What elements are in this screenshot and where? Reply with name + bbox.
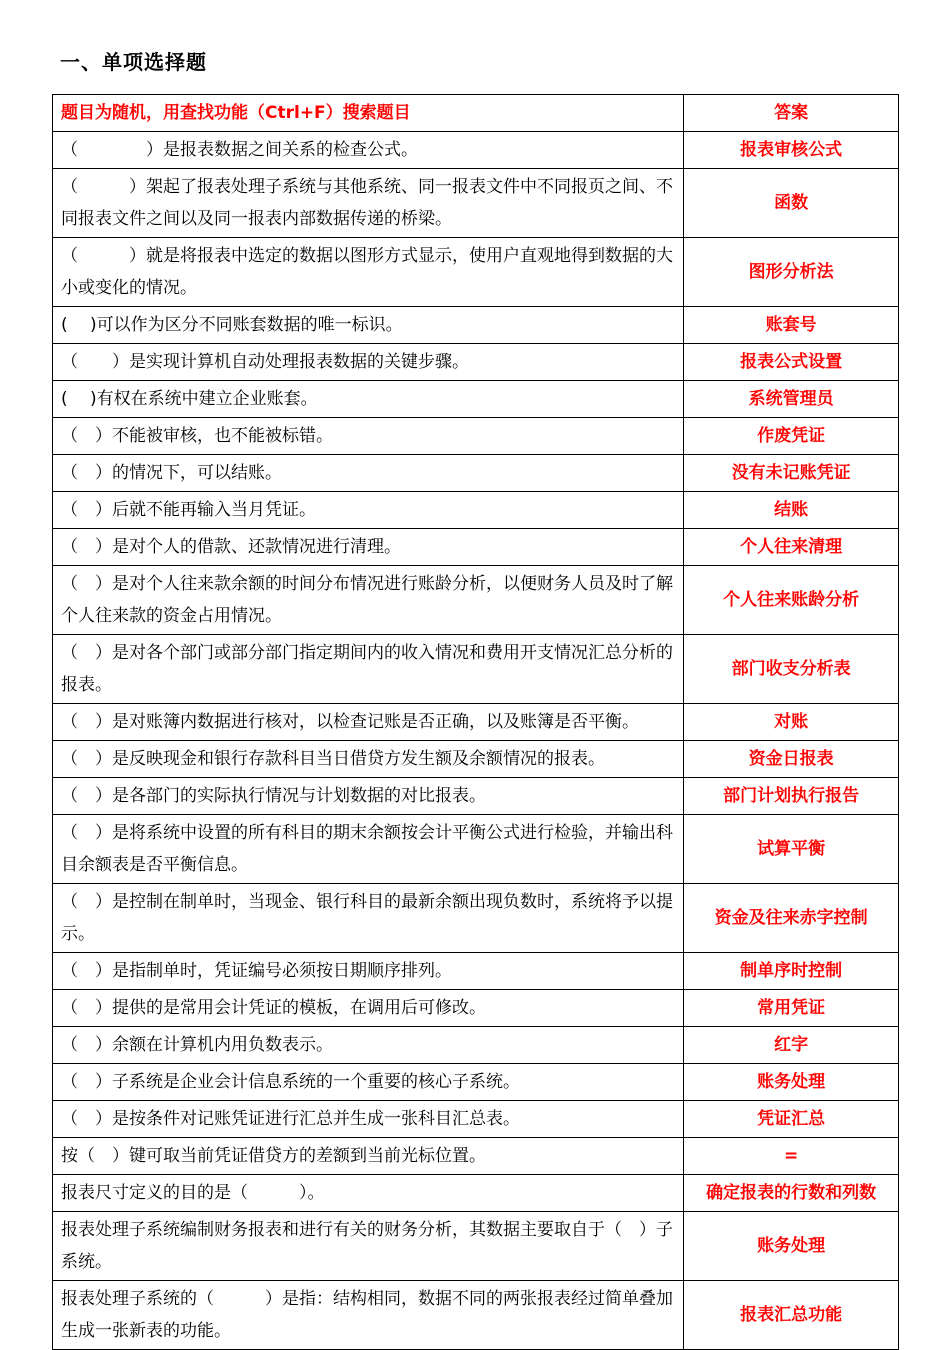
table-row — [53, 884, 899, 953]
answer-cell: 账务处理 — [684, 1064, 899, 1101]
question-cell: （ ）是各部门的实际执行情况与计划数据的对比报表。 — [53, 778, 684, 815]
question-cell: （ ）是对各个部门或部分部门指定期间内的收入情况和费用开支情况汇总分析的报表。 — [53, 635, 684, 704]
question-cell: （ ）是将系统中设置的所有科目的期末余额按会计平衡公式进行检验，并输出科目余额表是否平衡信息。 — [53, 815, 684, 884]
table-row — [53, 132, 899, 169]
question-cell: ( )可以作为区分不同账套数据的唯一标识。 — [53, 307, 684, 344]
answer-cell: 个人往来账龄分析 — [684, 566, 899, 635]
answer-cell: 试算平衡 — [684, 815, 899, 884]
section-title: 一、单项选择题 — [60, 50, 207, 74]
answer-cell: 资金及往来赤字控制 — [684, 884, 899, 953]
table-row — [53, 990, 899, 1027]
answer-cell: 账套号 — [684, 307, 899, 344]
table-row — [53, 307, 899, 344]
table-row — [53, 169, 899, 238]
answer-cell: = — [684, 1138, 899, 1175]
table-row — [53, 492, 899, 529]
question-cell: （ ）余额在计算机内用负数表示。 — [53, 1027, 684, 1064]
answer-cell: 对账 — [684, 704, 899, 741]
question-cell: （ ）后就不能再输入当月凭证。 — [53, 492, 684, 529]
question-cell: （ ）不能被审核，也不能被标错。 — [53, 418, 684, 455]
question-answer-table — [52, 94, 899, 1350]
table-body — [53, 95, 899, 1350]
table-header-row — [53, 95, 899, 132]
answer-cell: 常用凭证 — [684, 990, 899, 1027]
header-question-cell: 题目为随机，用查找功能（Ctrl+F）搜索题目 — [53, 95, 684, 132]
answer-cell: 制单序时控制 — [684, 953, 899, 990]
table-row — [53, 418, 899, 455]
answer-cell: 报表公式设置 — [684, 344, 899, 381]
table-row — [53, 344, 899, 381]
table-row — [53, 1175, 899, 1212]
header-answer-cell: 答案 — [684, 95, 899, 132]
question-cell: （ ）是报表数据之间关系的检查公式。 — [53, 132, 684, 169]
table-row — [53, 566, 899, 635]
table-row — [53, 741, 899, 778]
question-cell: （ ）就是将报表中选定的数据以图形方式显示，使用户直观地得到数据的大小或变化的情况。 — [53, 238, 684, 307]
answer-cell: 作废凭证 — [684, 418, 899, 455]
question-cell: （ ）是实现计算机自动处理报表数据的关键步骤。 — [53, 344, 684, 381]
answer-cell: 函数 — [684, 169, 899, 238]
question-cell: （ ）的情况下，可以结账。 — [53, 455, 684, 492]
answer-cell: 账务处理 — [684, 1212, 899, 1281]
answer-cell: 资金日报表 — [684, 741, 899, 778]
table-row — [53, 778, 899, 815]
answer-cell: 图形分析法 — [684, 238, 899, 307]
table-row — [53, 815, 899, 884]
table-row — [53, 1281, 899, 1350]
answer-cell: 部门收支分析表 — [684, 635, 899, 704]
question-cell: ( )有权在系统中建立企业账套。 — [53, 381, 684, 418]
table-row — [53, 1212, 899, 1281]
table-row — [53, 1101, 899, 1138]
answer-cell: 结账 — [684, 492, 899, 529]
answer-cell: 报表汇总功能 — [684, 1281, 899, 1350]
question-cell: （ ）架起了报表处理子系统与其他系统、同一报表文件中不同报页之间、不同报表文件之间以及同一报表内部数据传递的桥梁。 — [53, 169, 684, 238]
question-cell: （ ）是控制在制单时，当现金、银行科目的最新余额出现负数时，系统将予以提示。 — [53, 884, 684, 953]
question-cell: （ ）是对个人往来款余额的时间分布情况进行账龄分析，以便财务人员及时了解个人往来款的资金占用情况。 — [53, 566, 684, 635]
table-row — [53, 704, 899, 741]
table-row — [53, 381, 899, 418]
answer-cell: 红字 — [684, 1027, 899, 1064]
question-cell: 报表处理子系统的（ ）是指：结构相同，数据不同的两张报表经过简单叠加生成一张新表的功能。 — [53, 1281, 684, 1350]
table-row — [53, 1138, 899, 1175]
table-row — [53, 635, 899, 704]
question-cell: （ ）是对账簿内数据进行核对，以检查记账是否正确，以及账簿是否平衡。 — [53, 704, 684, 741]
table-row — [53, 1064, 899, 1101]
question-cell: （ ）是反映现金和银行存款科目当日借贷方发生额及余额情况的报表。 — [53, 741, 684, 778]
question-cell: （ ）子系统是企业会计信息系统的一个重要的核心子系统。 — [53, 1064, 684, 1101]
question-cell: 按（ ）键可取当前凭证借贷方的差额到当前光标位置。 — [53, 1138, 684, 1175]
question-cell: （ ）是对个人的借款、还款情况进行清理。 — [53, 529, 684, 566]
table-row — [53, 238, 899, 307]
table-row — [53, 455, 899, 492]
question-cell: 报表尺寸定义的目的是（ ）。 — [53, 1175, 684, 1212]
question-cell: （ ）是按条件对记账凭证进行汇总并生成一张科目汇总表。 — [53, 1101, 684, 1138]
question-cell: 报表处理子系统编制财务报表和进行有关的财务分析，其数据主要取自于（ ）子系统。 — [53, 1212, 684, 1281]
answer-cell: 部门计划执行报告 — [684, 778, 899, 815]
answer-cell: 报表审核公式 — [684, 132, 899, 169]
table-row — [53, 1027, 899, 1064]
answer-cell: 系统管理员 — [684, 381, 899, 418]
answer-cell: 确定报表的行数和列数 — [684, 1175, 899, 1212]
answer-cell: 没有未记账凭证 — [684, 455, 899, 492]
answer-cell: 个人往来清理 — [684, 529, 899, 566]
table-row — [53, 529, 899, 566]
table-row — [53, 953, 899, 990]
question-cell: （ ）提供的是常用会计凭证的模板，在调用后可修改。 — [53, 990, 684, 1027]
answer-cell: 凭证汇总 — [684, 1101, 899, 1138]
question-cell: （ ）是指制单时，凭证编号必须按日期顺序排列。 — [53, 953, 684, 990]
